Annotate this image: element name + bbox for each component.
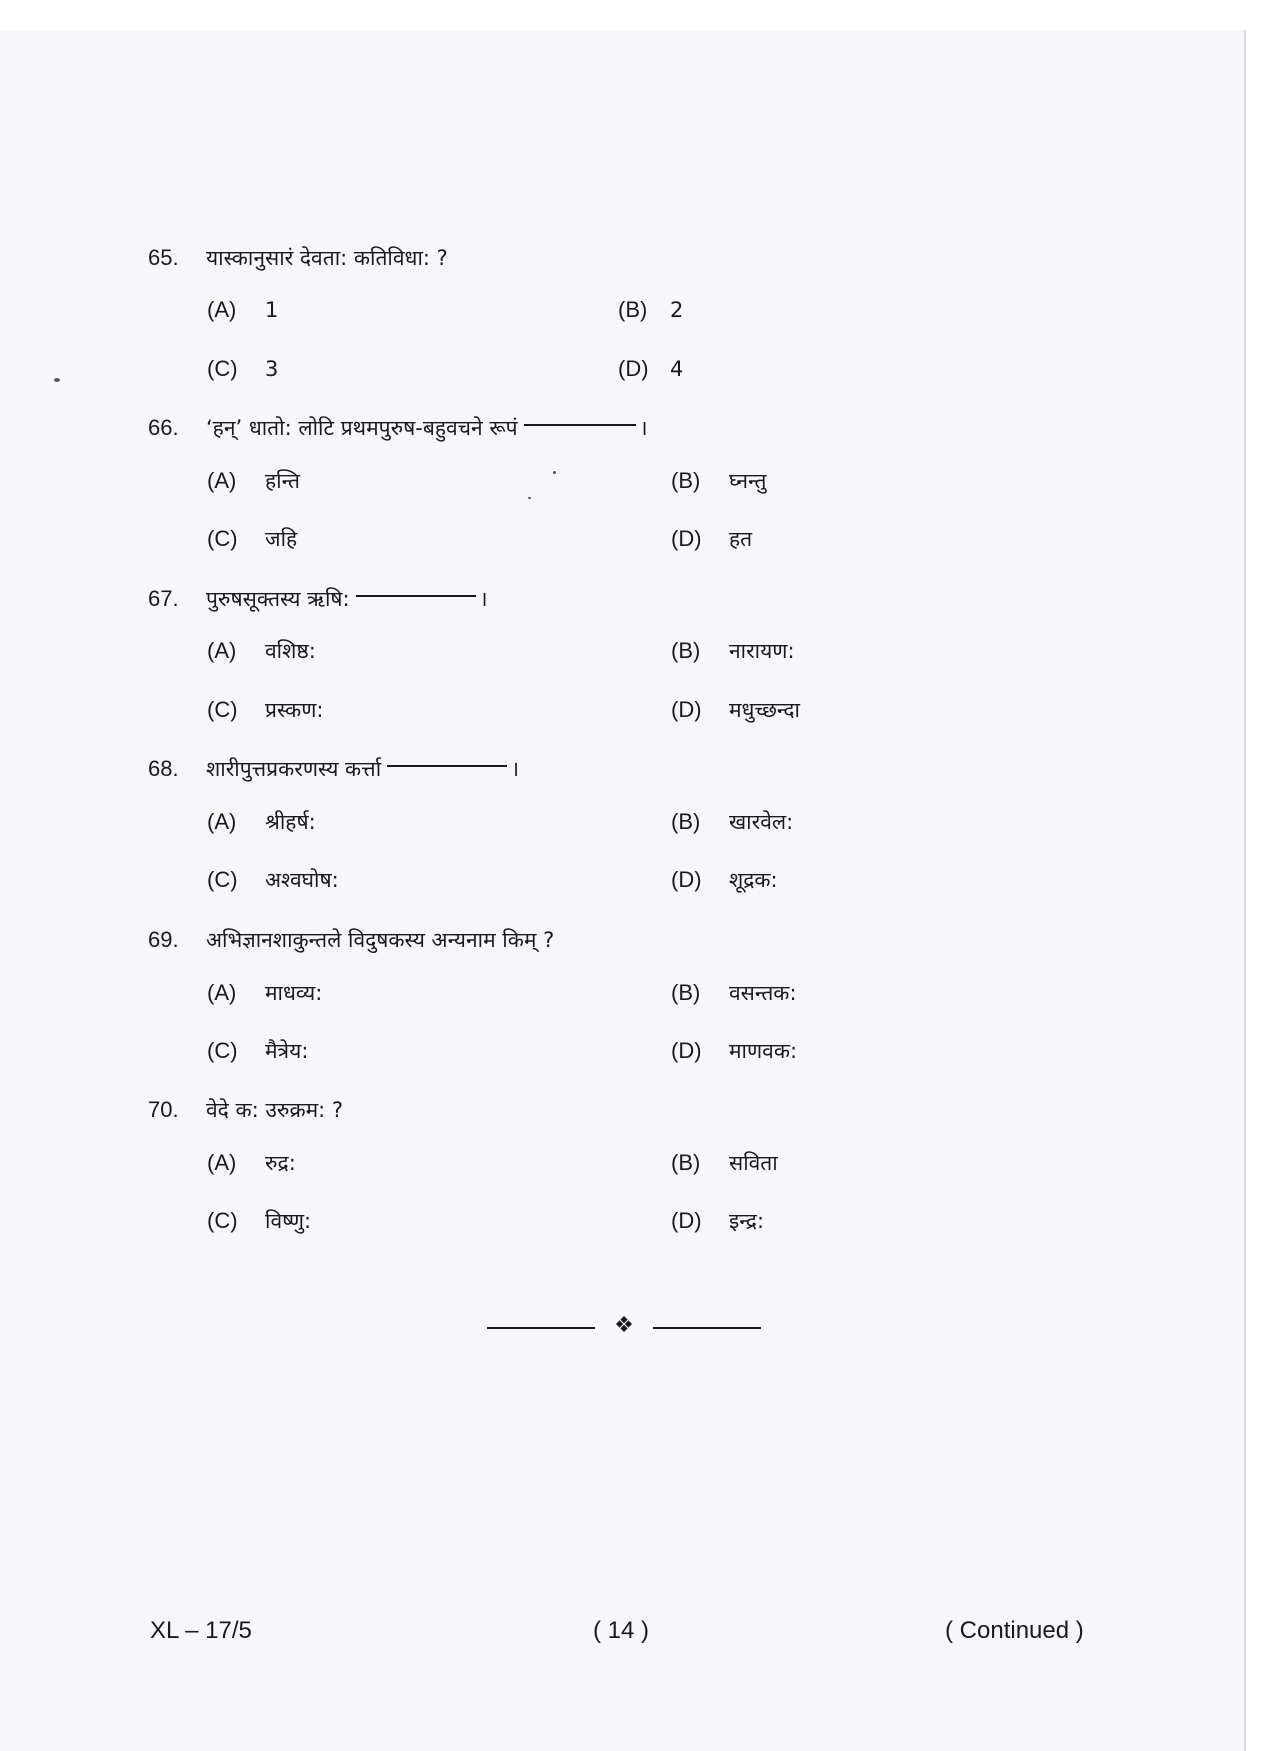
option-value: वसन्तक: (729, 981, 797, 1005)
option-label: (A) (207, 809, 237, 834)
option-value: 4 (670, 357, 684, 381)
option-value: मधुच्छन्दा (729, 698, 801, 722)
option-label: (C) (207, 1208, 238, 1233)
option-c (207, 696, 324, 724)
option-value: मैत्रेय: (265, 1039, 309, 1063)
option-b (671, 1149, 778, 1177)
question-text: अभिज्ञानशाकुन्तले विदुषकस्य अन्यनाम किम् ? (206, 928, 555, 952)
option-label: (A) (207, 468, 237, 493)
option-value: 1 (265, 298, 279, 322)
option-label: (A) (207, 297, 237, 322)
question-end: । (479, 587, 488, 611)
option-label: (B) (671, 1150, 701, 1175)
question-number: 69. (148, 927, 179, 952)
option-d (671, 696, 800, 724)
option-label: (A) (207, 1150, 237, 1175)
option-value: खारवेल: (729, 810, 794, 834)
option-a (207, 1149, 296, 1177)
option-label: (B) (618, 297, 648, 322)
question-68 (148, 755, 519, 783)
question-number: 70. (148, 1097, 179, 1122)
answer-blank (387, 765, 507, 767)
option-d (671, 1207, 764, 1235)
option-b (671, 467, 766, 495)
option-value: इन्द्र: (729, 1209, 765, 1233)
diamond-ornament-icon: ❖ (614, 1313, 634, 1338)
answer-blank (356, 595, 476, 597)
option-label: (D) (671, 526, 702, 551)
question-67 (148, 585, 488, 613)
scan-speck (528, 497, 531, 499)
option-c (207, 525, 297, 553)
scan-speck (553, 471, 556, 474)
option-value: अश्वघोष: (265, 868, 339, 892)
end-of-section-divider (487, 1315, 761, 1339)
question-text: पुरुषसूक्तस्य ऋषि: (206, 587, 350, 611)
question-text: शारीपुत्तप्रकरणस्य कर्त्ता (206, 757, 382, 781)
question-text: यास्कानुसारं देवता: कतिविधा: ? (206, 246, 448, 270)
option-label: (D) (671, 697, 702, 722)
option-b (671, 979, 797, 1007)
option-c (207, 1037, 308, 1065)
option-value: हन्ति (265, 469, 301, 493)
option-a (207, 979, 322, 1007)
question-end: । (639, 416, 648, 440)
option-a (207, 467, 300, 495)
option-label: (C) (207, 526, 238, 551)
option-value: 3 (265, 357, 279, 381)
option-label: (D) (671, 1208, 702, 1233)
option-a (207, 808, 316, 836)
option-d (671, 1037, 797, 1065)
option-label: (C) (207, 867, 238, 892)
option-value: नारायण: (729, 639, 795, 663)
option-value: विष्णु: (265, 1209, 312, 1233)
page-number: ( 14 ) (593, 1617, 650, 1644)
option-value: प्रस्कण: (265, 698, 324, 722)
option-value: जहि (265, 527, 298, 551)
option-label: (B) (671, 809, 701, 834)
option-b (671, 808, 793, 836)
option-d (671, 866, 778, 894)
option-c (207, 1207, 311, 1235)
option-value: माधव्य: (265, 981, 323, 1005)
question-69 (148, 926, 554, 954)
option-label: (C) (207, 697, 238, 722)
option-label: (B) (671, 468, 701, 493)
option-a (207, 296, 278, 324)
option-value: घ्नन्तु (729, 469, 767, 493)
option-value: माणवक: (729, 1039, 798, 1063)
option-label: (D) (618, 356, 649, 381)
question-65 (148, 244, 448, 272)
option-c (207, 355, 278, 383)
option-value: 2 (670, 298, 684, 322)
option-value: वशिष्ठ: (265, 639, 316, 663)
option-b (671, 637, 795, 665)
option-c (207, 866, 339, 894)
option-label: (B) (671, 980, 701, 1005)
question-70 (148, 1096, 343, 1124)
exam-page (0, 30, 1246, 1751)
question-66 (148, 414, 648, 442)
option-label: (A) (207, 980, 237, 1005)
option-d (671, 525, 752, 553)
question-number: 65. (148, 245, 179, 270)
option-b (618, 296, 683, 324)
question-end: । (511, 757, 520, 781)
question-text: वेदे क: उरुक्रम: ? (206, 1098, 344, 1122)
option-value: हत (729, 527, 753, 551)
option-label: (C) (207, 356, 238, 381)
divider-line-left (487, 1327, 595, 1329)
question-text: ‘हन्’ धातो: लोटि प्रथमपुरुष-बहुवचने रूपं (206, 416, 518, 440)
option-label: (D) (671, 867, 702, 892)
continued-label: ( Continued ) (945, 1617, 1084, 1644)
divider-line-right (653, 1327, 761, 1329)
option-value: रुद्र: (265, 1151, 296, 1175)
option-label: (D) (671, 1038, 702, 1063)
option-label: (B) (671, 638, 701, 663)
scan-speck (54, 378, 60, 382)
paper-code: XL – 17/5 (150, 1617, 252, 1644)
question-number: 68. (148, 756, 179, 781)
option-d (618, 355, 683, 383)
question-number: 66. (148, 415, 179, 440)
option-label: (C) (207, 1038, 238, 1063)
option-value: सविता (729, 1151, 778, 1175)
option-label: (A) (207, 638, 237, 663)
answer-blank (524, 424, 636, 426)
option-value: शूद्रक: (729, 868, 778, 892)
option-value: श्रीहर्ष: (265, 810, 316, 834)
option-a (207, 637, 316, 665)
question-number: 67. (148, 586, 179, 611)
